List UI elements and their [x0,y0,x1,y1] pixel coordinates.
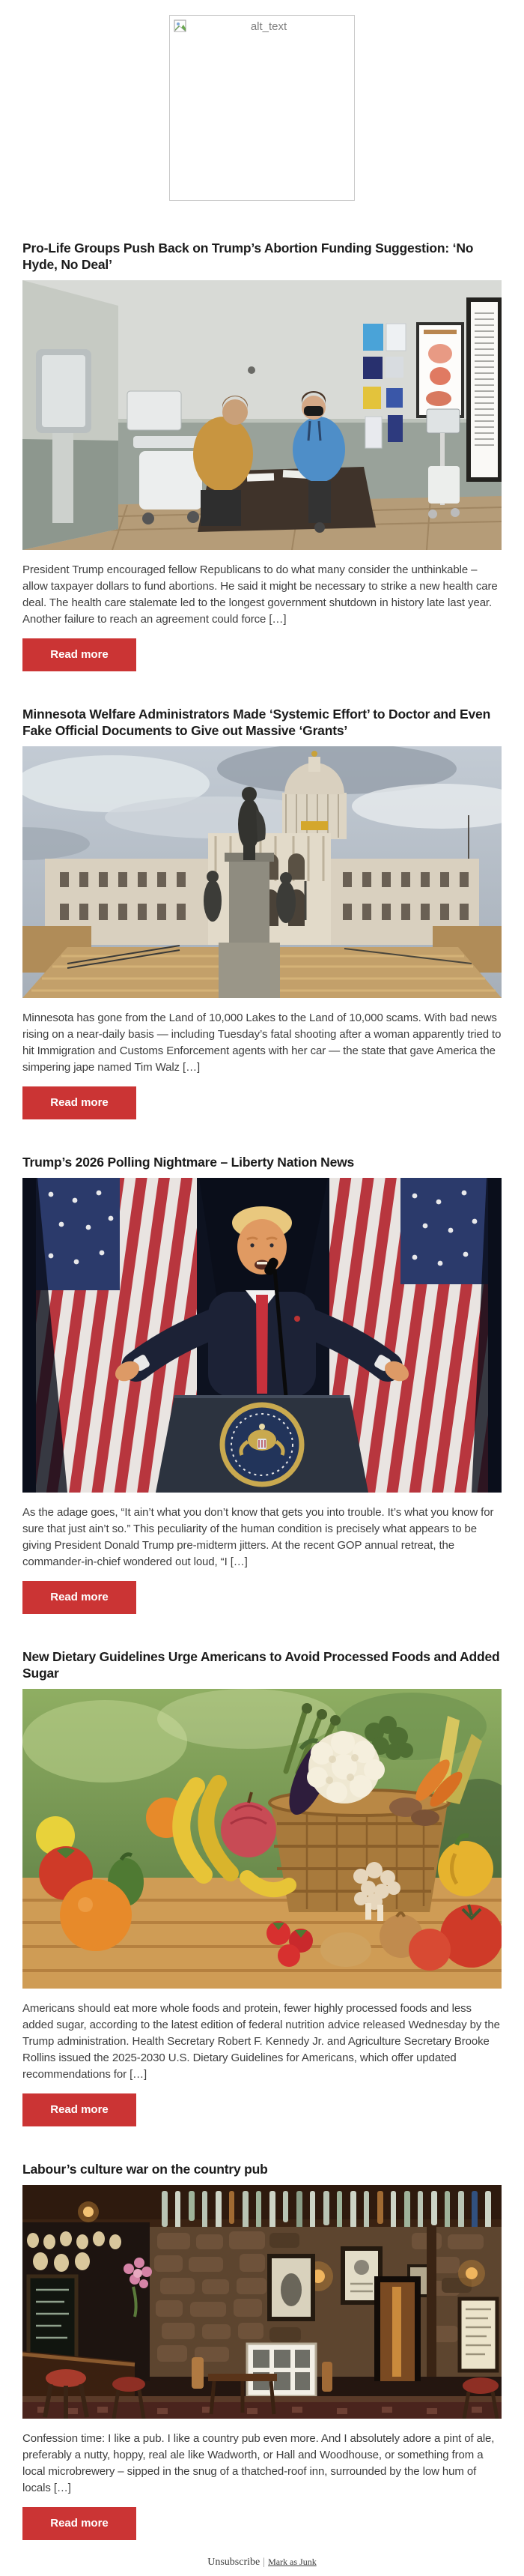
article-5-image [22,2185,502,2419]
minnesota-capitol-photo [22,746,502,998]
article-1-headline: Pro-Life Groups Push Back on Trump’s Abortion Funding Suggestion: ‘No Hyde, No Deal’ [22,241,474,272]
article-4-headline: New Dietary Guidelines Urge Americans to Avoid Processed Foods and Added Sugar [22,1649,500,1681]
read-more-button-1[interactable]: Read more [22,638,136,671]
article-3-excerpt: As the adage goes, “It ain’t what you don’t know that gets you into trouble. It’s what you know for sure that just ain’t so.” This peculiarity of the human condition is precisely what appears to be giving President Donald Trump pre-midterm jitters. At the recent GOP annual retreat, the commander-in-chief wondered out loud, “I […] [22,1506,494,1568]
article-5-excerpt: Confession time: I like a pub. I like a country pub even more. And I absolutely adore a pint of ale, preferably a nutty, hoppy, real ale like Wadworth, or Hall and Woodhouse, or something from a local microbrewery – sipped in the snug of a thatched-roof inn, surrounded by the low hum of locals […] [22,2432,495,2494]
article-card-1 [22,240,502,671]
country-pub-interior-photo [22,2185,502,2419]
article-1-image [22,280,502,550]
read-more-button-5[interactable]: Read more [22,2507,136,2540]
article-2-headline: Minnesota Welfare Administrators Made ‘Systemic Effort’ to Doctor and Even Fake Official Documents to Give out Massive ‘Grants’ [22,707,491,738]
newsletter-email [0,15,524,2576]
email-footer [0,2557,524,2576]
article-1-excerpt: President Trump encouraged fellow Republicans to do what many consider the unthinkable – allow taxpayer dollars to fund abortions. He said it might be necessary to strike a new health care deal. The health care stalemate led to the longest government shutdown in history late last year. Another failure to reach an agreement could force […] [22,563,498,626]
clinic-consultation-photo [22,280,502,550]
article-2-image [22,746,502,998]
article-3-image [22,1178,502,1493]
mark-as-junk-link[interactable]: Mark as Junk [268,2557,317,2567]
article-card-4 [22,1648,502,2126]
broken-image-icon [174,19,187,33]
trump-podium-photo [22,1178,502,1493]
article-card-5 [22,2161,502,2540]
article-4-image [22,1689,502,1989]
unsubscribe-link[interactable]: Unsubscribe [207,2557,261,2568]
article-3-headline: Trump’s 2026 Polling Nightmare – Liberty Nation News [22,1155,355,1170]
read-more-button-2[interactable]: Read more [22,1086,136,1119]
article-2-excerpt: Minnesota has gone from the Land of 10,000 Lakes to the Land of 10,000 scams. With bad news rising on a near-daily basis — including Tuesday’s fatal shooting after a woman apparently tried to hit Immigration and Customs Enforcement agents with her car — the state that gave America the simpering jape named Tim Walz […] [22,1012,502,1074]
read-more-button-3[interactable]: Read more [22,1581,136,1614]
fruits-vegetables-photo [22,1689,502,1989]
article-card-2 [22,706,502,1119]
header-image-placeholder [169,15,355,201]
article-5-headline: Labour’s culture war on the country pub [22,2162,268,2177]
article-card-3 [22,1154,502,1614]
read-more-button-4[interactable]: Read more [22,2093,136,2126]
article-4-excerpt: Americans should eat more whole foods and protein, fewer highly processed foods and less added sugar, according to the latest edition of federal nutrition advice released Wednesday by the Trump administration. Health Secretary Robert F. Kennedy Jr. and Agriculture Secretary Brooke Rollins issued the 2025-2030 U.S. Dietary Guidelines for Americans, which offer updated recommendations for […] [22,2002,500,2081]
header-image-alt-text: alt_text [250,20,287,33]
footer-separator: | [263,2557,266,2568]
